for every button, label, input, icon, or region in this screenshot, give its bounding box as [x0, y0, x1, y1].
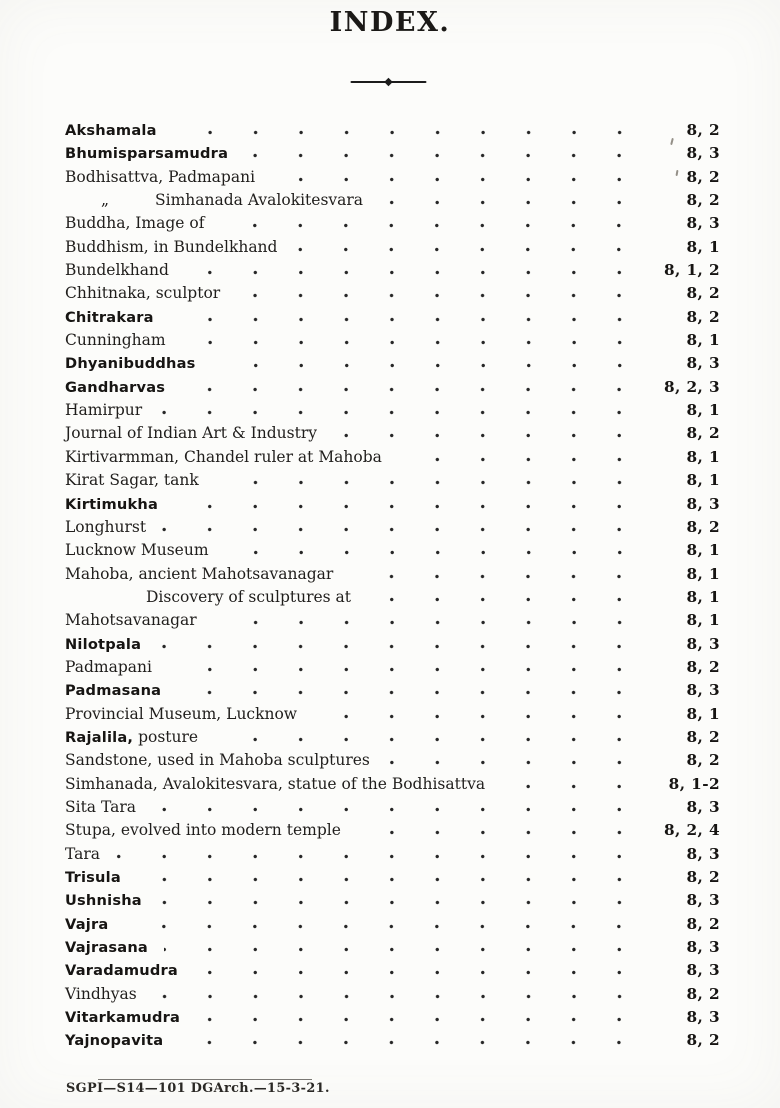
leader-dots — [182, 340, 642, 345]
index-entry-row — [65, 144, 720, 167]
index-entry-row — [65, 121, 720, 144]
divider-diamond-icon — [384, 78, 392, 86]
index-entry-row — [65, 168, 720, 191]
leader-dots — [170, 317, 642, 322]
index-entry-row — [65, 518, 720, 541]
index-entry-row — [65, 378, 720, 401]
index-entry-label: Longhurst — [65, 517, 147, 536]
index-entry-row — [65, 891, 720, 914]
leader-dots — [357, 830, 642, 835]
page-reference: 8, 3 — [686, 681, 720, 700]
page-reference: 8, 3 — [686, 844, 720, 863]
leader-dots — [196, 1017, 642, 1022]
index-entry-label: Bodhisattva, Padmapani — [65, 167, 256, 186]
leader-dots — [349, 574, 642, 579]
index-entry-row — [65, 658, 720, 681]
page-reference: 8, 2 — [686, 657, 720, 676]
index-entry-row — [65, 541, 720, 564]
page-reference: 8, 2 — [686, 424, 720, 443]
index-entry-label: Simhanada, Avalokitesvara, statue of the Bodhisattva — [65, 774, 486, 793]
index-entry-label: Vajrasana — [65, 939, 148, 957]
page-reference: 8, 2 — [686, 517, 720, 536]
index-entry-row — [65, 985, 720, 1008]
index-entry-row — [65, 308, 720, 331]
page-reference: 8, 2 — [686, 121, 720, 139]
leader-dots — [244, 153, 642, 158]
page-reference: 8, 2 — [686, 727, 720, 746]
leader-dots — [116, 854, 642, 859]
page-reference: 8, 2, 4 — [663, 821, 720, 840]
index-entry-row — [65, 1031, 720, 1054]
index-entry-label: Padmapani — [65, 657, 152, 676]
index-entry-label: Yajnopavita — [65, 1032, 164, 1050]
page-reference: 8, 2 — [686, 751, 720, 770]
page-reference: 8, 2 — [686, 984, 720, 1003]
ornamental-divider — [350, 79, 426, 86]
leader-dots — [181, 387, 642, 392]
index-entry-label: Rajalila, — [65, 728, 134, 746]
index-entry-label: Bhumisparsamudra — [65, 145, 229, 163]
leader-dots — [293, 247, 642, 252]
page-reference: 8, 1 — [686, 564, 720, 583]
index-entry-row — [65, 845, 720, 868]
leader-dots — [158, 900, 642, 905]
index-entry-label: Padmasana — [65, 682, 162, 700]
index-entry-row — [65, 565, 720, 588]
leader-dots — [213, 620, 642, 625]
leader-dots — [185, 270, 642, 275]
page-reference: 8, 3 — [686, 891, 720, 910]
index-entry-label: Vindhyas — [65, 984, 137, 1003]
page-reference: 8, 3 — [686, 634, 720, 653]
page-reference: 8, 2 — [686, 868, 720, 886]
index-entry-list — [65, 121, 720, 1055]
index-entry-row — [65, 331, 720, 354]
index-entry-label: Hamirpur — [65, 401, 143, 420]
page-reference: 8, 1 — [686, 447, 720, 466]
index-entry-row — [65, 915, 720, 938]
index-entry-row — [65, 261, 720, 284]
index-entry-row — [65, 284, 720, 307]
index-entry-label: Chhitnaka, sculptor — [65, 284, 221, 303]
leader-dots — [164, 947, 642, 952]
index-entry-label: Varadamudra — [65, 962, 178, 980]
printer-imprint: SGPI—S14—101 DGArch.—15-3-21. — [66, 1081, 330, 1096]
leader-dots — [501, 784, 642, 789]
index-entry-label: Nilotpala — [65, 635, 142, 653]
leader-dots — [173, 130, 642, 135]
page-reference: 8, 3 — [686, 354, 720, 373]
index-entry-label: Provincial Museum, Lucknow — [65, 704, 298, 723]
index-entry-label: Lucknow Museum — [65, 541, 209, 560]
page-reference: 8, 3 — [686, 494, 720, 513]
index-entry-row — [65, 191, 720, 214]
page-reference: 8, 2 — [686, 914, 720, 933]
index-entry-label-rest: posture — [133, 727, 199, 746]
index-entry-label: Discovery of sculptures at — [146, 587, 352, 606]
index-entry-row — [65, 635, 720, 658]
page-reference: 8, 1 — [686, 541, 720, 560]
index-entry-label: Cunningham — [65, 331, 166, 350]
index-entry-row — [65, 588, 720, 611]
page-reference: 8, 3 — [686, 961, 720, 980]
leader-dots — [225, 550, 642, 555]
leader-dots — [333, 433, 642, 438]
page-reference: 8, 1 — [686, 704, 720, 723]
index-entry-label: Simhanada Avalokitesvara — [155, 191, 364, 210]
leader-dots — [386, 760, 642, 765]
index-entry-label: Mahoba, ancient Mahotsavanagar — [65, 564, 334, 583]
leader-dots — [174, 504, 642, 509]
index-entry-label: Ushnisha — [65, 892, 142, 910]
page-reference: 8, 2 — [686, 284, 720, 303]
index-entry-label: Dhyanibuddhas — [65, 355, 196, 373]
index-entry-label: Kirat Sagar, tank — [65, 471, 199, 490]
index-entry-row — [65, 495, 720, 518]
page-reference: 8, 3 — [686, 1008, 720, 1027]
index-entry-row — [65, 705, 720, 728]
leader-dots — [367, 597, 642, 602]
ditto-mark: „ — [101, 191, 110, 210]
page-reference: 8, 1 — [686, 587, 720, 606]
index-entry-row — [65, 448, 720, 471]
index-entry-label: Sita Tara — [65, 797, 136, 816]
leader-dots — [236, 293, 642, 298]
index-entry-row — [65, 1008, 720, 1031]
index-entry-row — [65, 728, 720, 751]
leader-dots — [152, 807, 642, 812]
index-entry-row — [65, 471, 720, 494]
index-entry-row — [65, 751, 720, 774]
page-reference: 8, 2 — [686, 191, 720, 210]
index-entry-label: Kirtivarmman, Chandel ruler at Mahoba — [65, 447, 382, 466]
leader-dots — [215, 480, 642, 485]
index-entry-row — [65, 354, 720, 377]
index-entry-label: Stupa, evolved into modern temple — [65, 821, 341, 840]
leader-dots — [157, 644, 642, 649]
leader-dots — [214, 737, 642, 742]
index-entry-label: Trisula — [65, 869, 121, 886]
index-entry-row — [65, 424, 720, 447]
index-entry-label: Vitarkamudra — [65, 1009, 181, 1027]
index-entry-label: Sandstone, used in Mahoba sculptures — [65, 751, 370, 770]
index-entry-row — [65, 681, 720, 704]
index-entry-label: Buddha, Image of — [65, 214, 205, 233]
page-reference: 8, 1-2 — [668, 774, 720, 793]
page-reference: 8, 3 — [686, 214, 720, 233]
index-entry-row — [65, 401, 720, 424]
leader-dots — [137, 877, 642, 882]
page-reference: 8, 1, 2 — [663, 261, 720, 280]
index-entry-row — [65, 798, 720, 821]
index-entry-row — [65, 938, 720, 961]
leader-dots — [212, 363, 642, 368]
leader-dots — [194, 970, 642, 975]
page-reference: 8, 2 — [686, 1031, 720, 1050]
index-entry-row — [65, 821, 720, 844]
page-reference: 8, 3 — [686, 938, 720, 957]
page-reference: 8, 1 — [686, 237, 720, 256]
leader-dots — [153, 994, 642, 999]
page-reference: 8, 2 — [686, 167, 720, 186]
index-entry-label: Chitrakara — [65, 308, 154, 326]
leader-dots — [162, 527, 642, 532]
index-entry-row — [65, 775, 720, 798]
page-reference: 8, 1 — [686, 471, 720, 490]
page-reference: 8, 1 — [686, 401, 720, 420]
leader-dots — [271, 177, 642, 182]
page-title: INDEX. — [329, 7, 451, 38]
index-entry-label: Akshamala — [65, 122, 157, 139]
index-entry-row — [65, 238, 720, 261]
leader-dots — [158, 410, 642, 415]
leader-dots — [124, 924, 642, 929]
index-entry-label: Buddhism, in Bundelkhand — [65, 237, 278, 256]
leader-dots — [313, 714, 642, 719]
page-reference: 8, 2, 3 — [663, 377, 720, 396]
leader-dots — [379, 200, 642, 205]
page-reference: 8, 3 — [686, 797, 720, 816]
index-entry-row — [65, 961, 720, 984]
page-reference: 8, 2 — [686, 307, 720, 326]
leader-dots — [168, 667, 642, 672]
index-entry-label: Gandharvas — [65, 378, 166, 396]
leader-dots — [179, 1040, 642, 1045]
index-entry-row — [65, 611, 720, 634]
index-entry-row — [65, 214, 720, 237]
leader-dots — [220, 223, 642, 228]
index-entry-label: Mahotsavanagar — [65, 611, 197, 630]
index-entry-label: Tara — [65, 844, 101, 863]
page-reference: 8, 1 — [686, 331, 720, 350]
index-entry-label: Bundelkhand — [65, 261, 169, 280]
index-entry-row — [65, 868, 720, 891]
page-reference: 8, 1 — [686, 611, 720, 630]
index-entry-label: Kirtimukha — [65, 495, 159, 513]
index-entry-label: Journal of Indian Art & Industry — [65, 424, 318, 443]
leader-dots — [398, 457, 642, 462]
index-entry-label: Vajra — [65, 915, 109, 933]
leader-dots — [177, 690, 642, 695]
page-reference: 8, 3 — [686, 144, 720, 163]
